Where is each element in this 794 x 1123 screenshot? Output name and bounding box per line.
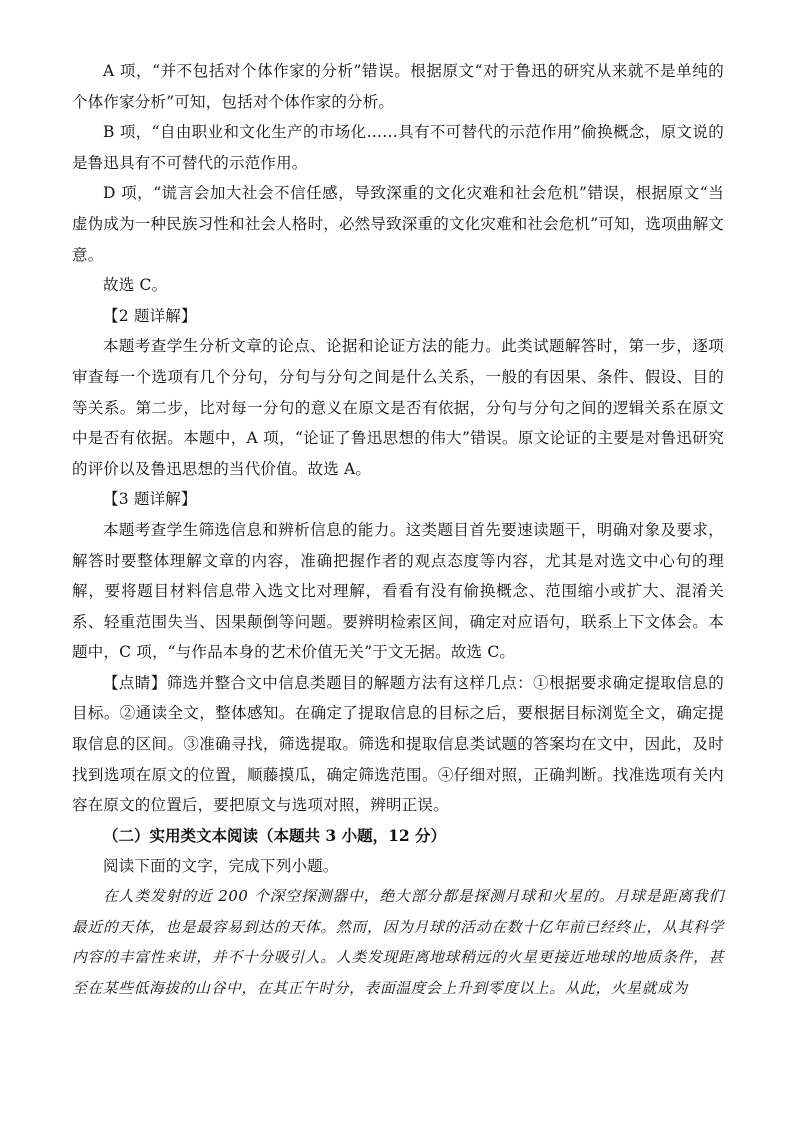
q3-heading: 【3 题详解】 <box>103 490 197 509</box>
reading-instruction: 阅读下面的文字，完成下列小题。 <box>103 857 339 876</box>
option-a-analysis: A 项，“并不包括对个体作家的分析”错误。根据原文“对于鲁迅的研究从来就不是单纯的个体作家分析”可知，包括对个体作家的分析。 <box>72 62 724 111</box>
reading-passage: 在人类发射的近 200 个深空探测器中，绝大部分都是探测月球和火星的。月球是距离我们最近的天体，也是最容易到达的天体。然而，因为月球的活动在数十亿年前已经终止，从其科学内容的丰富性来讲，并不十分吸引人。人类发现距离地球稍远的火星更接近地球的地质条件，甚至在某些低海拔的山谷中，在其正午时分，表面温度会上升到零度以上。从此，火星就成为 <box>72 888 724 997</box>
q2-explanation: 本题考查学生分析文章的论点、论据和论证方法的能力。此类试题解答时，第一步，逐项审查每一个选项有几个分句，分句与分句之间是什么关系，一般的有因果、条件、假设、目的等关系。第二步，比对每一分句的意义在原文是否有依据，分句与分句之间的逻辑关系在原文中是否有依据。本题中，A 项，“论证了鲁迅思想的伟大”错误。原文论证的主要是对鲁迅研究的评价以及鲁迅思想的当代价值。故选 A。 <box>72 337 724 478</box>
section-title: （二）实用类文本阅读（本题共 3 小题，12 分） <box>103 825 447 845</box>
key-point <box>72 668 724 821</box>
option-b-analysis: B 项，“自由职业和文化生产的市场化……具有不可替代的示范作用”偷换概念，原文说的是鲁迅具有不可替代的示范作用。 <box>72 123 724 172</box>
q2-heading: 【2 题详解】 <box>103 306 197 325</box>
key-point-label: 【点睛】 <box>103 673 167 692</box>
answer-q1: 故选 C。 <box>103 276 168 295</box>
document-body <box>72 56 724 1004</box>
option-d-analysis: D 项，“谎言会加大社会不信任感，导致深重的文化灾难和社会危机”错误，根据原文“当虚伪成为一种民族习性和社会人格时，必然导致深重的文化灾难和社会危机”可知，选项曲解文意。 <box>72 184 724 264</box>
q3-explanation: 本题考查学生筛选信息和辨析信息的能力。这类题目首先要速读题干，明确对象及要求，解答时要整体理解文章的内容，准确把握作者的观点态度等内容，尤其是对选文中心句的理解，要将题目材料信息带入选文比对理解，看看有没有偷换概念、范围缩小或扩大、混淆关系、轻重范围失当、因果颠倒等问题。要辨明检索区间，确定对应语句，联系上下文体会。本题中，C 项，“与作品本身的艺术价值无关”于文无据。故选 C。 <box>72 520 724 662</box>
key-point-text: 筛选并整合文中信息类题目的解题方法有这样几点：①根据要求确定提取信息的目标。②通读全文，整体感知。在确定了提取信息的目标之后，要根据目标浏览全文，确定提取信息的区间。③准确寻找，筛选提取。筛选和提取信息类试题的答案均在文中，因此，及时找到选项在原文的位置，顺藤摸瓜，确定筛选范围。④仔细对照，正确判断。找准选项有关内容在原文的位置后，要把原文与选项对照，辨明正误。 <box>72 673 724 815</box>
